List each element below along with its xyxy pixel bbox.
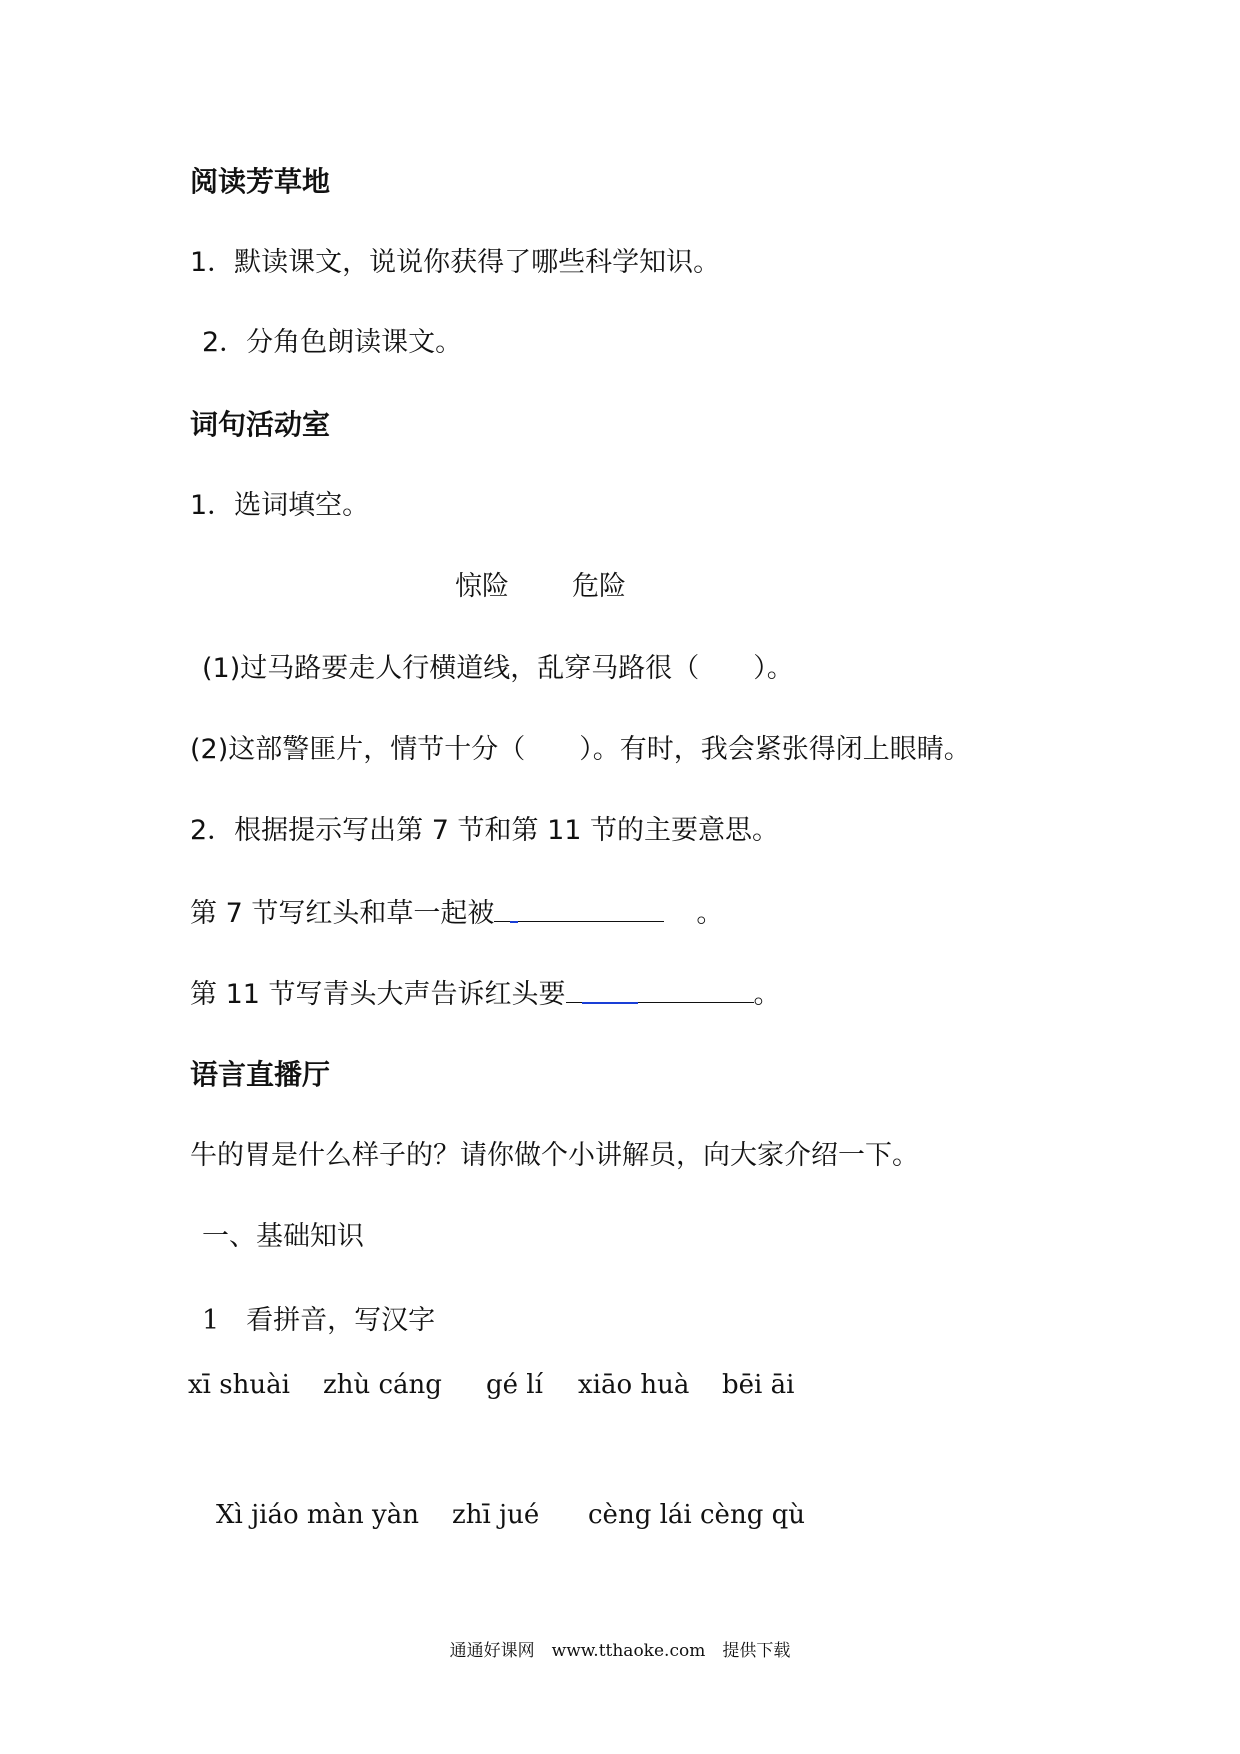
- fill-sentence-2: (2)这部警匪片，情节十分（ ）。有时，我会紧张得闭上眼睛。: [190, 734, 971, 765]
- word-option-1: 惊险: [455, 571, 509, 602]
- pinyin-item: cèng lái cèng qù: [588, 1500, 805, 1530]
- pinyin-item: zhù cáng: [323, 1370, 442, 1400]
- basics-title: 一、基础知识: [202, 1221, 364, 1252]
- section-title-words: 词句活动室: [190, 408, 331, 441]
- words-question-1: 1．选词填空。: [190, 490, 370, 521]
- fill-line-1: [190, 895, 723, 931]
- fill-blank-2[interactable]: [566, 976, 754, 1003]
- section-title-speaking: 语言直播厅: [190, 1058, 331, 1091]
- fill-line-2-suffix: 。: [753, 979, 781, 1010]
- pinyin-item: zhī jué: [452, 1500, 540, 1530]
- pinyin-item: gé lí: [486, 1370, 543, 1400]
- fill-line-2: [190, 976, 781, 1012]
- fill-sentence-1: (1)过马路要走人行横道线，乱穿马路很（ ）。: [202, 653, 794, 684]
- pinyin-item: bēi āi: [722, 1370, 795, 1400]
- basics-question-1: 1 看拼音，写汉字: [202, 1305, 436, 1336]
- speaking-prompt: 牛的胃是什么样子的？请你做个小讲解员，向大家介绍一下。: [190, 1140, 919, 1171]
- reading-question-1: 1．默读课文，说说你获得了哪些科学知识。: [190, 247, 721, 278]
- fill-line-2-prefix: 第 11 节写青头大声告诉红头要: [190, 979, 566, 1010]
- pinyin-item: Xì jiáo màn yàn: [216, 1500, 419, 1530]
- words-question-2: 2．根据提示写出第 7 节和第 11 节的主要意思。: [190, 815, 780, 846]
- pinyin-item: xī shuài: [188, 1370, 290, 1400]
- fill-line-1-suffix: 。: [696, 898, 724, 929]
- fill-blank-1[interactable]: [494, 895, 664, 922]
- word-option-2: 危险: [572, 571, 626, 602]
- section-title-reading: 阅读芳草地: [190, 165, 331, 198]
- pinyin-item: xiāo huà: [578, 1370, 690, 1400]
- reading-question-2: 2．分角色朗读课文。: [202, 327, 463, 358]
- fill-line-1-prefix: 第 7 节写红头和草一起被: [190, 898, 495, 929]
- cursor-mark: [510, 921, 518, 923]
- page-footer: 通通好课网 www.tthaoke.com 提供下载: [449, 1641, 791, 1661]
- blue-underline-segment: [582, 1002, 638, 1004]
